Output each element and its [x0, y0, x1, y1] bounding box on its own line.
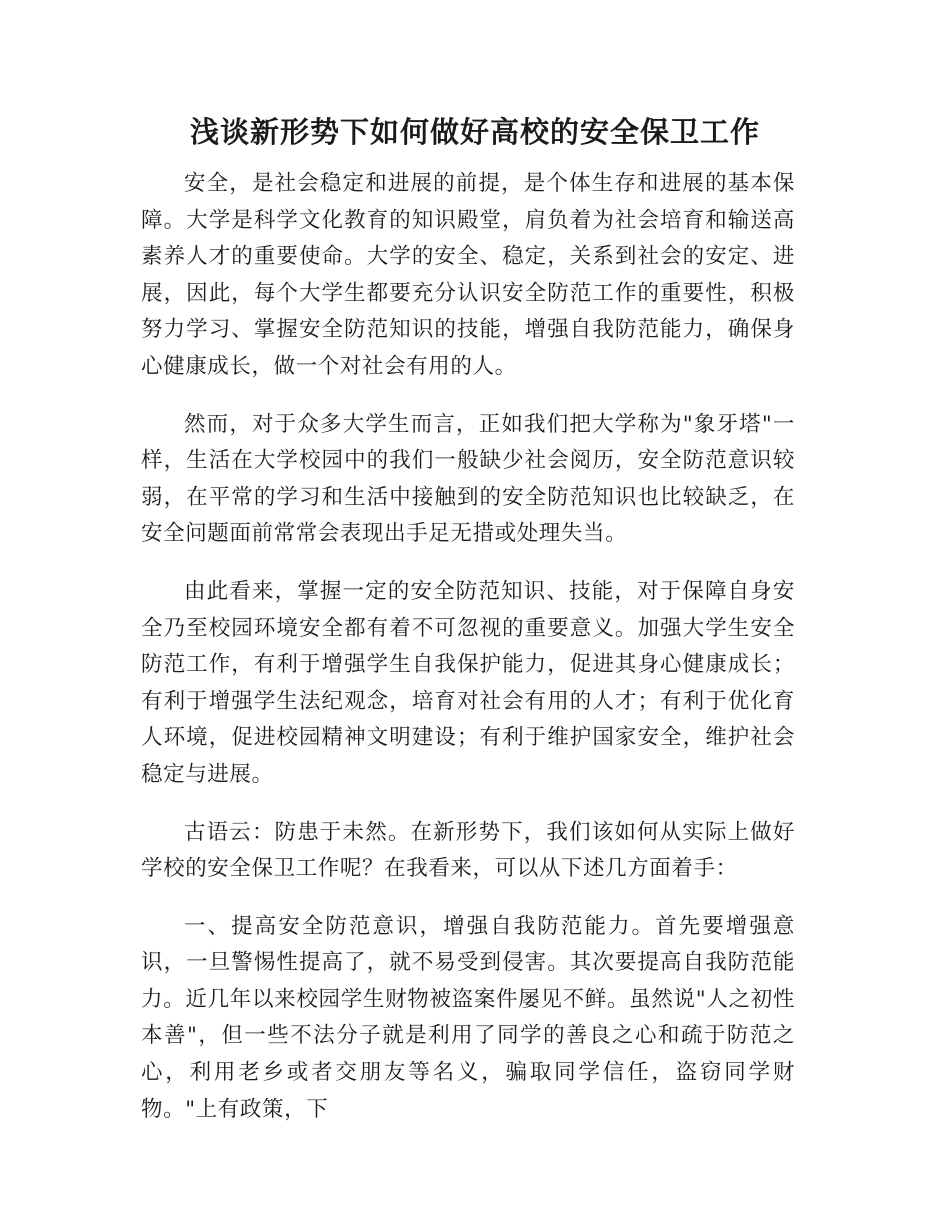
paragraph-5: 一、提高安全防范意识，增强自我防范能力。首先要增强意识，一旦警惕性提高了，就不易受到侵害。其次要提高自我防范能力。近几年以来校园学生财物被盗案件屡见不鲜。虽然说"人之初性本善"，但一些不法分子就是利用了同学的善良之心和疏于防范之心，利用老乡或者交朋友等名义，骗取同学信任，盗窃同学财物。"上有政策，下	[141, 913, 795, 1122]
paragraph-3: 由此看来，掌握一定的安全防范知识、技能，对于保障自身安全乃至校园环境安全都有着不可忽视的重要意义。加强大学生安全防范工作，有利于增强学生自我保护能力，促进其身心健康成长；有利于增强学生法纪观念，培育对社会有用的人才；有利于优化育人环境，促进校园精神文明建设；有利于维护国家安全，维护社会稳定与进展。	[141, 578, 795, 787]
paragraph-4: 古语云：防患于未然。在新形势下，我们该如何从实际上做好学校的安全保卫工作呢？在我看来，可以从下述几方面着手：	[141, 819, 795, 882]
document-body	[141, 166, 795, 1149]
document-title: 浅谈新形势下如何做好高校的安全保卫工作	[189, 115, 760, 149]
paragraph-1: 安全，是社会稳定和进展的前提，是个体生存和进展的基本保障。大学是科学文化教育的知识殿堂，肩负着为社会培育和输送高素养人才的重要使命。大学的安全、稳定，关系到社会的安定、进展，因此，每个大学生都要充分认识安全防范工作的重要性，积极努力学习、掌握安全防范知识的技能，增强自我防范能力，确保身心健康成长，做一个对社会有用的人。	[141, 171, 795, 379]
paragraph-2: 然而，对于众多大学生而言，正如我们把大学称为"象牙塔"一样，生活在大学校园中的我们一般缺少社会阅历，安全防范意识较弱，在平常的学习和生活中接触到的安全防范知识也比较缺乏，在安全问题面前常常会表现出手足无措或处理失当。	[141, 411, 795, 547]
